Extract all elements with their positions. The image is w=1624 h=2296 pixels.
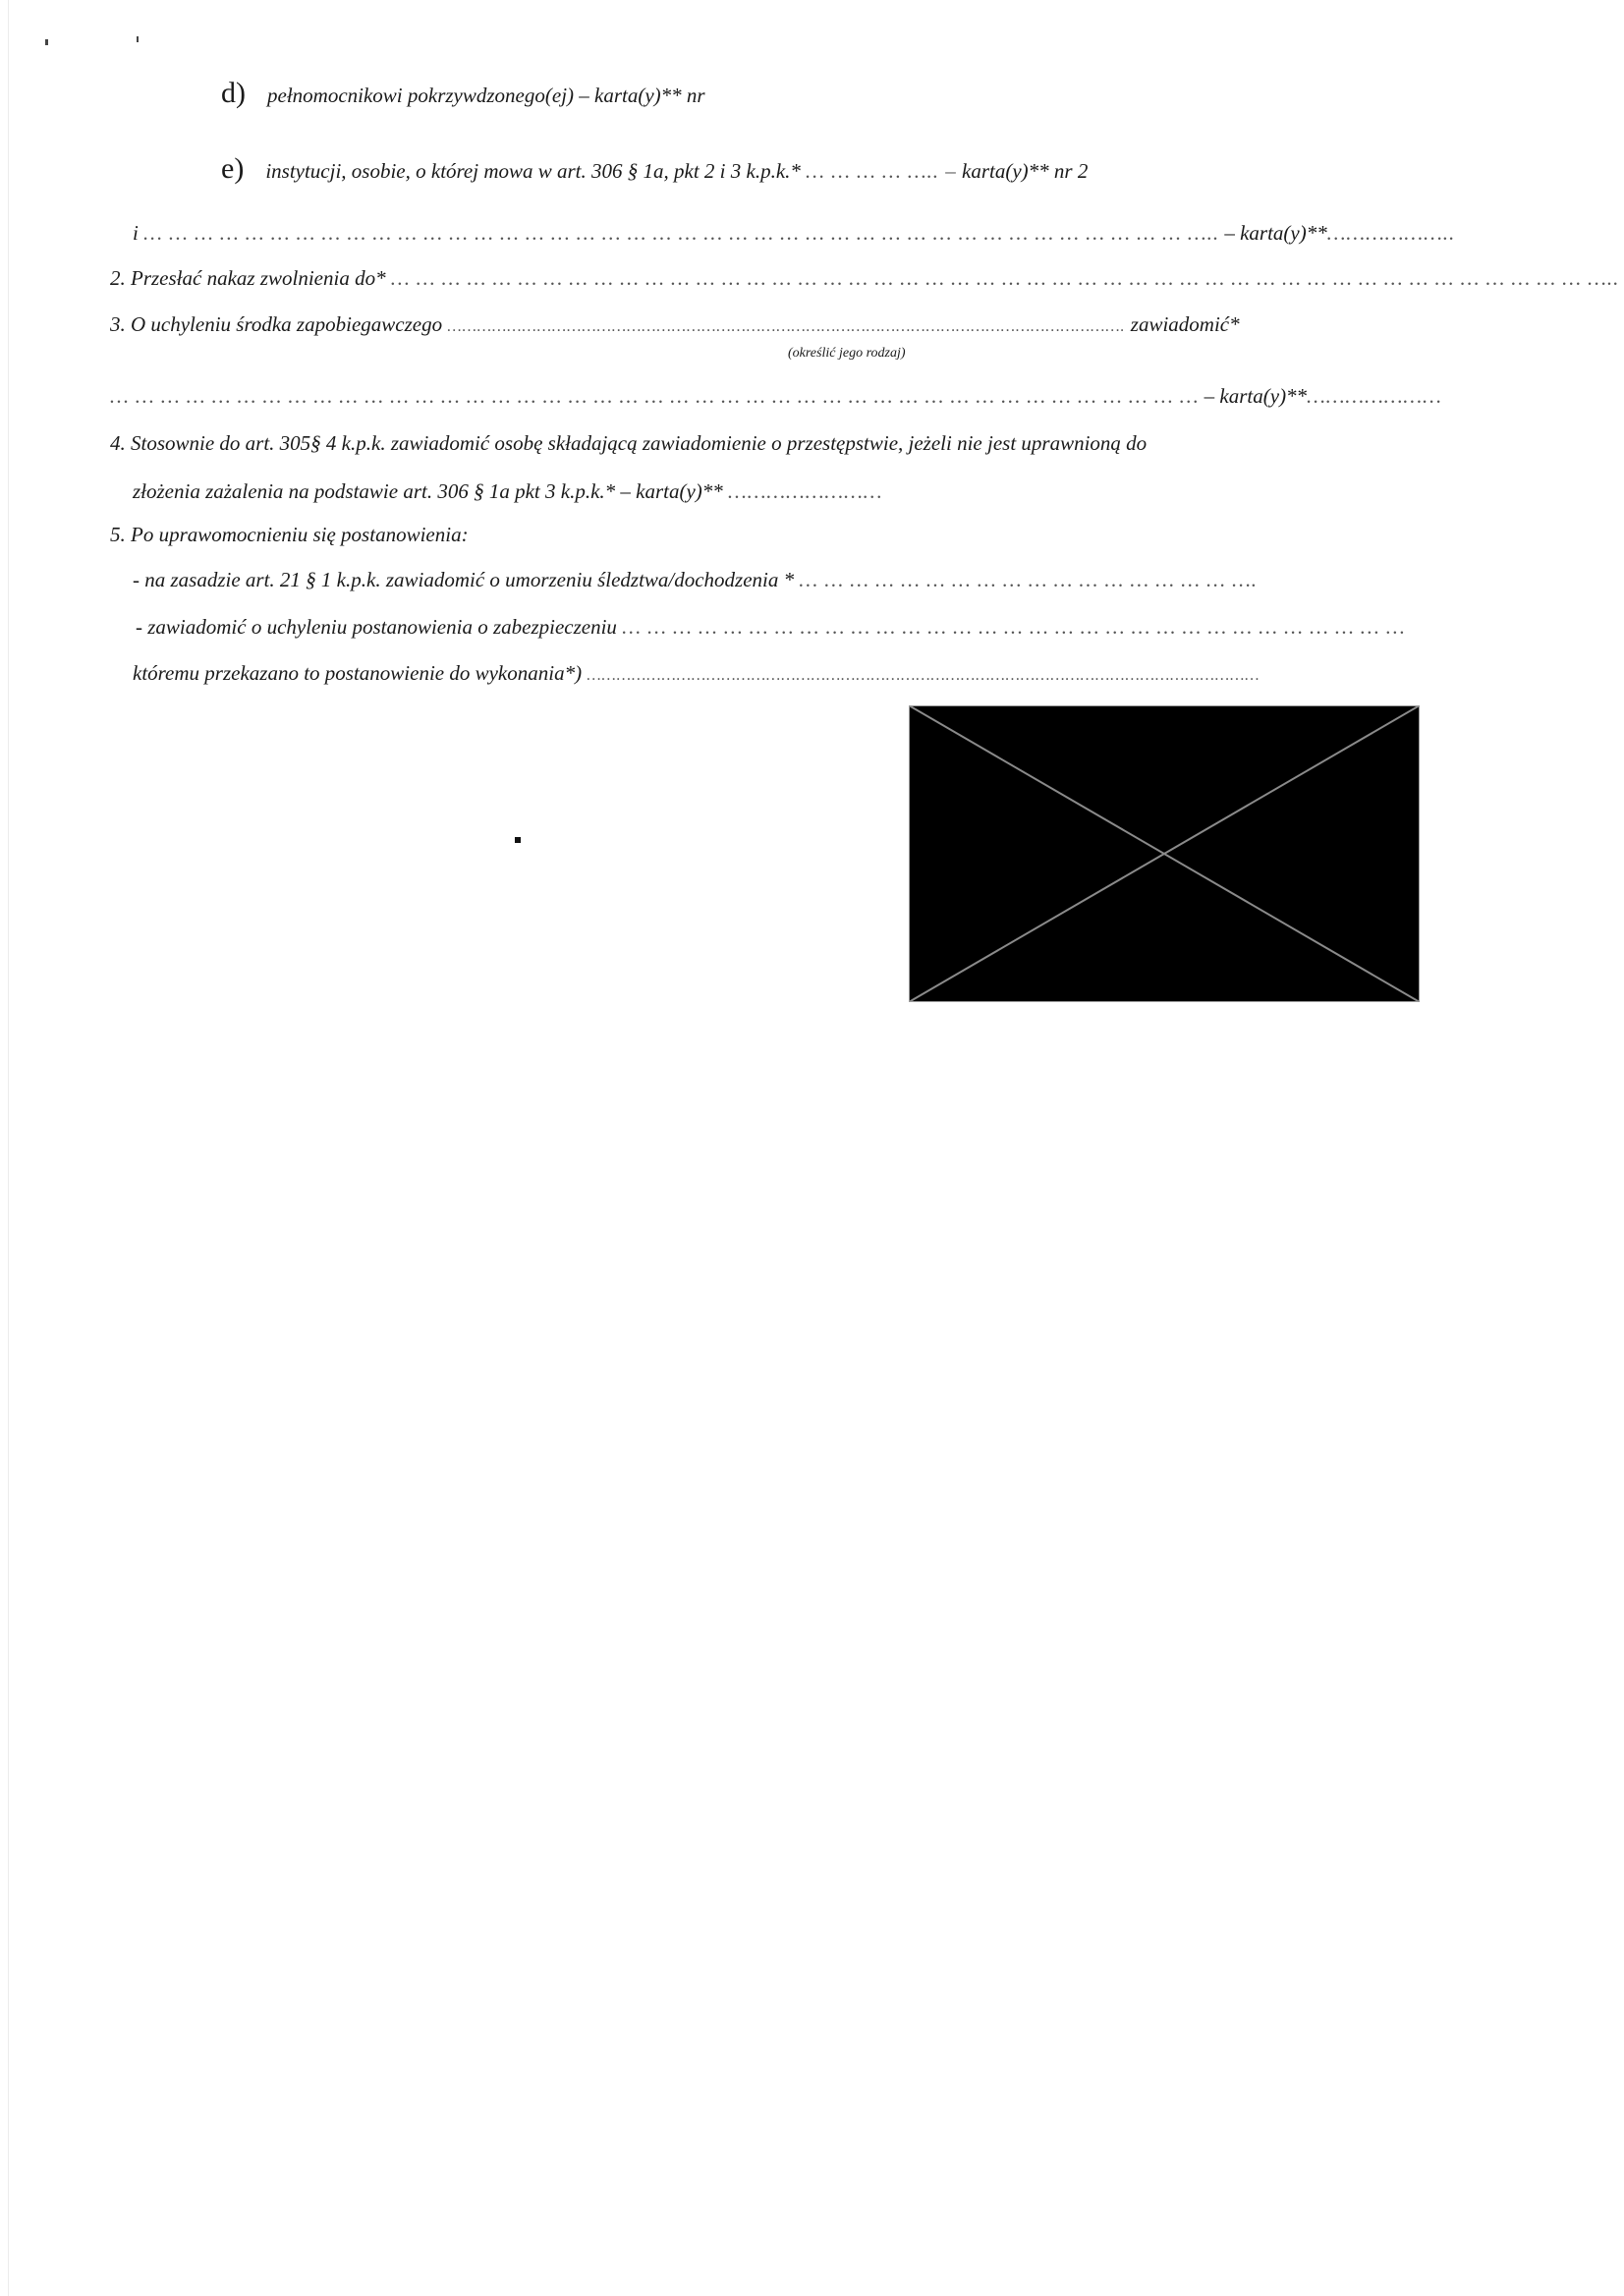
item-i-text: i bbox=[133, 221, 139, 245]
item-d-text: pełnomocnikowi pokrzywdzonego(ej) – karta(y)** nr bbox=[267, 84, 705, 107]
point-5-sub1 bbox=[133, 570, 1258, 590]
scan-speck bbox=[137, 36, 139, 42]
point-3-caption: (określić jego rodzaj) bbox=[788, 346, 906, 361]
stray-dot-mark bbox=[515, 837, 521, 843]
item-e-marker: e) bbox=[221, 152, 245, 185]
item-i-tail: – karta(y)** bbox=[1224, 221, 1327, 245]
item-i bbox=[133, 223, 1455, 244]
scan-edge bbox=[8, 0, 9, 2296]
point-5-sub1-dots: … … … … … … … … … … … … … … … … … …. bbox=[799, 568, 1258, 591]
scan-speck bbox=[45, 39, 48, 45]
point-2-text: 2. Przesłać nakaz zwolnienia do* bbox=[110, 266, 386, 290]
point-3-dots: ………………………………………………………………………………………………………………………. bbox=[447, 318, 1126, 335]
point-3-line2-dots: … … … … … … … … … … … … … … … … … … … … … … … … … … … … … … … … … … … … … … … … … … … bbox=[110, 384, 1200, 408]
point-5-sub2 bbox=[136, 617, 1406, 638]
item-e-dots: … … … … ….. – bbox=[806, 159, 957, 183]
redacted-signature-box bbox=[909, 705, 1420, 1002]
point-5-sub2-dots: … … … … … … … … … … … … … … … … … … … … … … … … … … … … … … … bbox=[622, 615, 1406, 639]
point-3 bbox=[110, 314, 1240, 335]
point-4-line2 bbox=[133, 481, 882, 502]
item-i-dots: … … … … … … … … … … … … … … … … … … … … … … … … … … … … … … … … … … … … … … … … … ….. bbox=[143, 221, 1220, 245]
item-e bbox=[221, 154, 1088, 184]
point-5-heading: 5. Po uprawomocnieniu się postanowienia: bbox=[110, 523, 469, 546]
point-5-sub1-text: - na zasadzie art. 21 § 1 k.p.k. zawiadomić o umorzeniu śledztwa/dochodzenia * bbox=[133, 568, 795, 591]
point-5-sub3 bbox=[133, 663, 1260, 684]
item-e-tail: karta(y)** nr 2 bbox=[962, 159, 1089, 183]
point-4-line2-dots: …………………… bbox=[728, 479, 883, 503]
point-3-line2-tail-dots: ………………… bbox=[1307, 384, 1442, 408]
point-2 bbox=[110, 268, 1619, 289]
point-5-sub3-dots: ……………………………………………………………………………………………………………………… bbox=[587, 667, 1260, 684]
point-2-dots: … … … … … … … … … … … … … … … … … … … … … … … … … … … … … … … … … … … … … … … … … … … … … … … ….. bbox=[390, 266, 1620, 290]
point-5-sub2-text: - zawiadomić o uchyleniu postanowienia o zabezpieczeniu bbox=[136, 615, 617, 639]
item-e-text: instytucji, osobie, o której mowa w art. 306 § 1a, pkt 2 i 3 k.p.k.* bbox=[265, 159, 801, 183]
point-3-tail: zawiadomić* bbox=[1130, 312, 1240, 336]
point-3-line2 bbox=[110, 386, 1442, 407]
point-3-line2-tail: – karta(y)** bbox=[1204, 384, 1308, 408]
item-d bbox=[221, 79, 705, 108]
point-5-sub3-text: któremu przekazano to postanowienie do wykonania*) bbox=[133, 661, 583, 685]
item-i-tail-dots: ……………….. bbox=[1326, 221, 1456, 245]
point-4-line1: 4. Stosownie do art. 305§ 4 k.p.k. zawiadomić osobę składającą zawiadomienie o przestępstwie, jeżeli nie jest uprawnioną do bbox=[110, 431, 1148, 455]
point-3-text: 3. O uchyleniu środka zapobiegawczego bbox=[110, 312, 443, 336]
point-4-line2-text: złożenia zażalenia na podstawie art. 306 § 1a pkt 3 k.p.k.* – karta(y)** bbox=[133, 479, 723, 503]
item-d-marker: d) bbox=[221, 77, 246, 109]
redaction-cross-icon bbox=[909, 705, 1420, 1002]
